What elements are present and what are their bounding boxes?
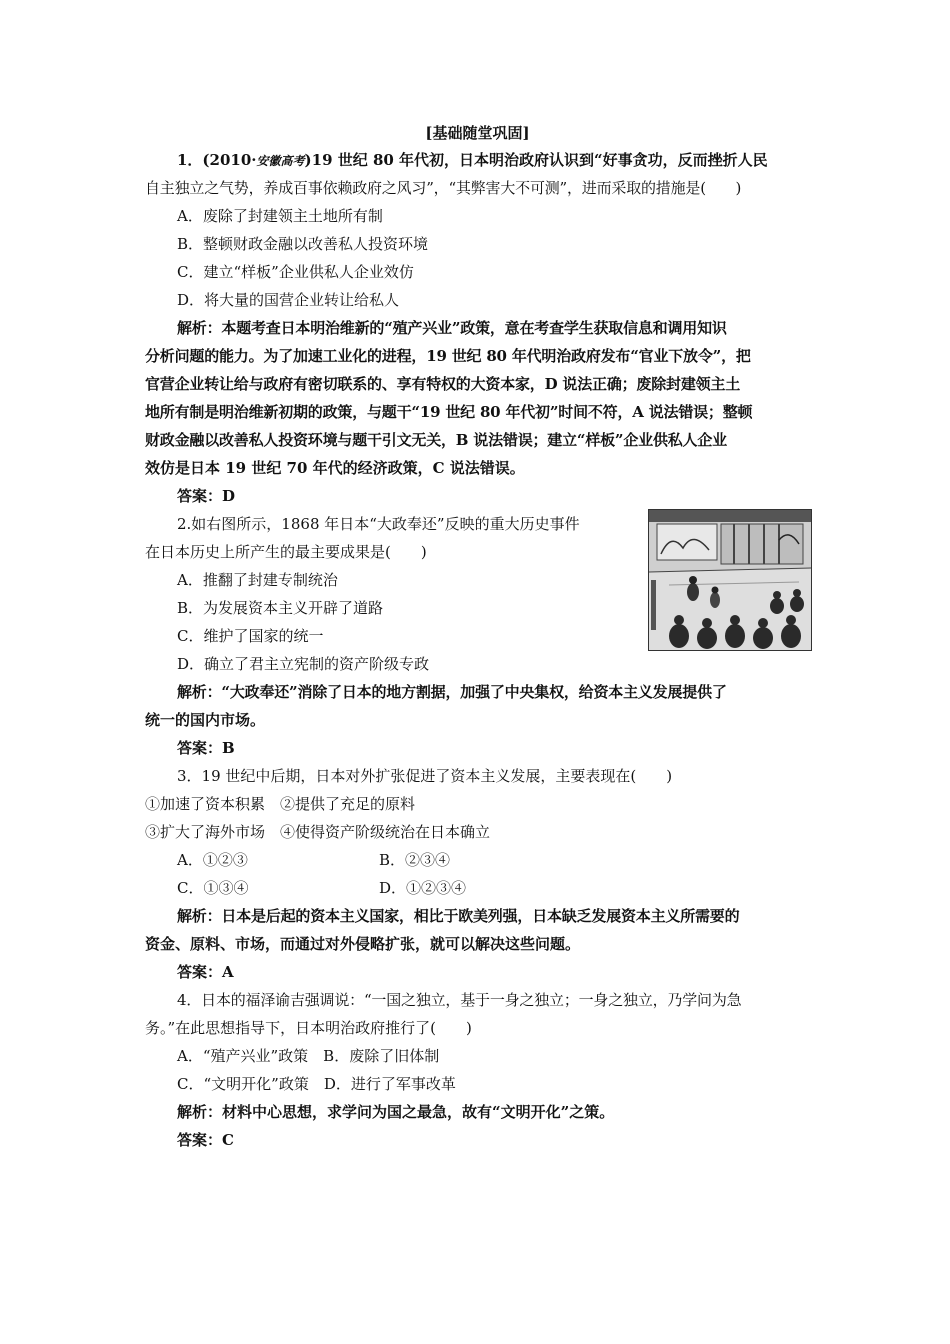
q2-analysis-line-2: 统一的国内市场。 xyxy=(145,711,266,729)
q2-option-b: B．为发展资本主义开辟了道路 xyxy=(177,599,384,617)
q3-answer: 答案：A xyxy=(177,963,234,981)
q3-analysis-line-1: 解析：日本是后起的资本主义国家，相比于欧美列强，日本缺乏发展资本主义所需要的 xyxy=(177,907,740,925)
q2-stem-line-2: 在日本历史上所产生的最主要成果是( ) xyxy=(145,543,427,561)
q3-analysis-line-2: 资金、原料、市场，而通过对外侵略扩张，就可以解决这些问题。 xyxy=(145,935,581,953)
q1-option-c: C．建立“样板”企业供私人企业效仿 xyxy=(177,263,414,281)
q2-option-a: A．推翻了封建专制统治 xyxy=(177,571,338,589)
q1-answer: 答案：D xyxy=(177,487,236,505)
q3-stem: 3．19 世纪中后期，日本对外扩张促进了资本主义发展，主要表现在( ) xyxy=(177,767,673,785)
q1-source: 安徽高考 xyxy=(256,154,305,168)
q1-stem-part: )19 世纪 80 年代初，日本明治政府认识到“好事贪功，反而挫折人民 xyxy=(304,151,768,169)
q2-option-d: D．确立了君主立宪制的资产阶级专政 xyxy=(177,655,430,673)
q3-items-line-2: ③扩大了海外市场 ④使得资产阶级统治在日本确立 xyxy=(145,823,491,841)
q1-analysis-line-5: 财政金融以改善私人投资环境与题干引文无关，B 说法错误；建立“样板”企业供私人企业 xyxy=(145,431,727,449)
q4-stem-line-2: 务。”在此思想指导下，日本明治政府推行了( ) xyxy=(145,1019,472,1037)
taisei-hokan-illustration xyxy=(648,509,812,651)
q4-options-row-2: C．“文明开化”政策 D．进行了军事改革 xyxy=(177,1075,456,1093)
q3-options-row-2 xyxy=(145,874,810,902)
q1-stem-line-1 xyxy=(145,146,810,174)
q4-options-row-1: A．“殖产兴业”政策 B．废除了旧体制 xyxy=(177,1047,440,1065)
q1-analysis-line-4: 地所有制是明治维新初期的政策，与题干“19 世纪 80 年代初”时间不符，A 说法错误；整顿 xyxy=(145,403,753,421)
q1-analysis-line-1: 解析：本题考查日本明治维新的“殖产兴业”政策，意在考查学生获取信息和调用知识 xyxy=(177,319,727,337)
q3-option-c: C．①③④ xyxy=(177,879,249,897)
q1-analysis-label: 解析： xyxy=(177,319,222,337)
illustration-drawing xyxy=(649,510,811,650)
q1-analysis-line-6: 效仿是日本 19 世纪 70 年代的经济政策，C 说法错误。 xyxy=(145,459,525,477)
section-title: [基础随堂巩固] xyxy=(425,124,530,142)
q1-stem-line-2: 自主独立之气势，养成百事依赖政府之风习”，“其弊害大不可测”，进而采取的措施是( ) xyxy=(145,179,742,197)
q3-analysis-label: 解析： xyxy=(177,907,222,925)
q4-analysis-label: 解析： xyxy=(177,1103,223,1121)
q3-options-row-1 xyxy=(145,846,810,874)
q3-option-b: B．②③④ xyxy=(379,851,451,869)
q4-stem-line-1: 4．日本的福泽谕吉强调说：“一国之独立，基于一身之独立；一身之独立，乃学问为急 xyxy=(177,991,742,1009)
q4-answer: 答案：C xyxy=(177,1131,234,1149)
worksheet-page xyxy=(145,120,810,1154)
q3-option-a: A．①②③ xyxy=(177,851,248,869)
q2-stem-line-1: 2.如右图所示，1868 年日本“大政奉还”反映的重大历史事件 xyxy=(177,515,580,533)
q1-option-d: D．将大量的国营企业转让给私人 xyxy=(177,291,400,309)
q1-analysis-line-2: 分析问题的能力。为了加速工业化的进程，19 世纪 80 年代明治政府发布“官业下放令”，把 xyxy=(145,347,751,365)
q2-analysis-label: 解析： xyxy=(177,683,222,701)
q2-option-c: C．维护了国家的统一 xyxy=(177,627,324,645)
q1-number: 1．(2010· xyxy=(177,151,257,169)
q2-answer: 答案：B xyxy=(177,739,235,757)
q1-analysis-line-3: 官营企业转让给与政府有密切联系的、享有特权的大资本家，D 说法正确；废除封建领主土 xyxy=(145,375,741,393)
q1-option-b: B．整顿财政金融以改善私人投资环境 xyxy=(177,235,429,253)
q3-items-line-1: ①加速了资本积累 ②提供了充足的原料 xyxy=(145,795,416,813)
q3-option-d: D．①②③④ xyxy=(379,879,467,897)
q2-analysis-line-1: 解析：“大政奉还”消除了日本的地方割据，加强了中央集权，给资本主义发展提供了 xyxy=(177,683,727,701)
q1-option-a: A．废除了封建领主土地所有制 xyxy=(177,207,383,225)
q4-analysis: 解析：材料中心思想，求学问为国之最急，故有“文明开化”之策。 xyxy=(177,1103,615,1121)
